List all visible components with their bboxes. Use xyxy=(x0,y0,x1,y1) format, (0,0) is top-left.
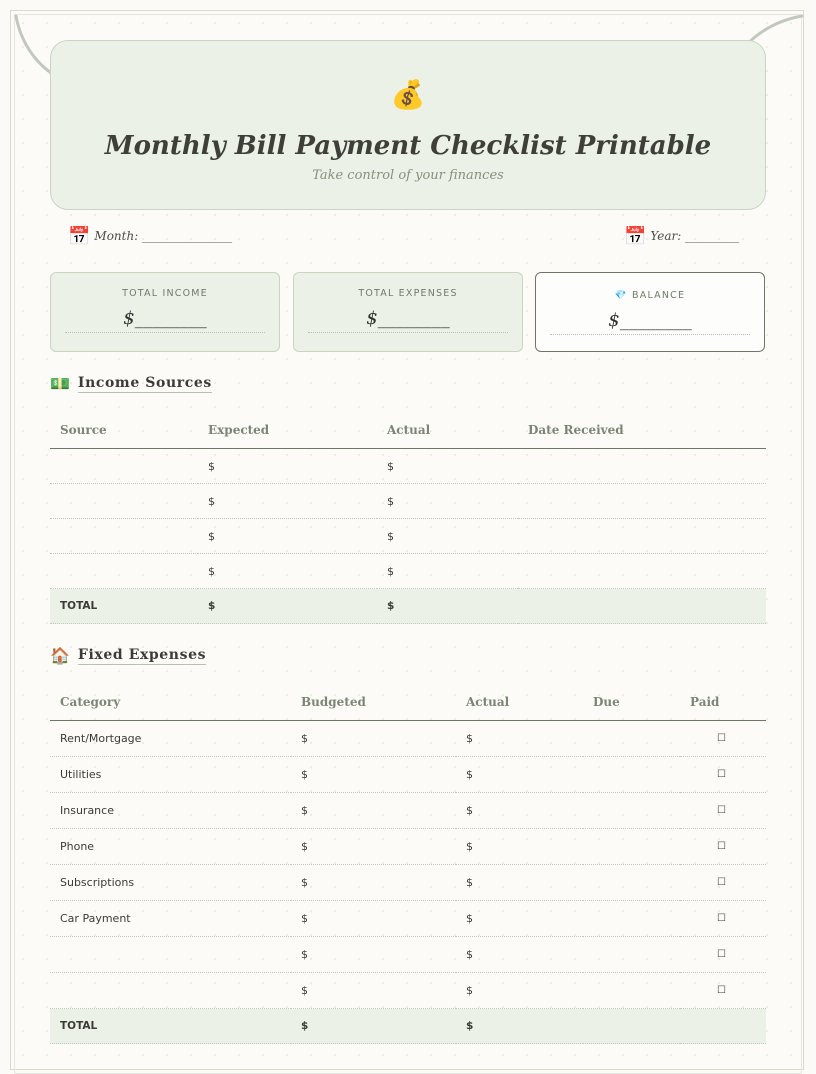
total-income-card xyxy=(50,272,280,352)
table-row xyxy=(50,793,766,829)
table-row xyxy=(50,901,766,937)
income-date-cell[interactable] xyxy=(518,554,766,589)
actual-cell[interactable]: $ xyxy=(456,937,583,973)
column-header: Date Received xyxy=(518,412,766,449)
money-bag-icon: 💰 xyxy=(390,78,426,111)
due-cell[interactable] xyxy=(583,721,680,757)
paid-checkbox[interactable]: ☐ xyxy=(680,793,766,829)
paid-checkbox[interactable]: ☐ xyxy=(680,901,766,937)
income-actual-cell[interactable]: $ xyxy=(377,554,518,589)
table-row xyxy=(50,829,766,865)
income-table-header xyxy=(50,412,766,449)
table-row xyxy=(50,973,766,1009)
income-expected-cell[interactable]: $ xyxy=(198,519,377,554)
table-row xyxy=(50,721,766,757)
column-header: Actual xyxy=(377,412,518,449)
actual-cell[interactable]: $ xyxy=(456,793,583,829)
paid-checkbox[interactable]: ☐ xyxy=(680,721,766,757)
income-actual-cell[interactable]: $ xyxy=(377,449,518,484)
income-expected-cell[interactable]: $ xyxy=(198,554,377,589)
fixed-total-row xyxy=(50,1009,766,1044)
year-label: Year: _________ xyxy=(650,229,740,243)
income-source-cell[interactable] xyxy=(50,449,198,484)
calendar-icon: 📅 xyxy=(624,225,647,247)
fixed-expenses-table xyxy=(50,684,766,1044)
total-paid-cell xyxy=(680,1009,766,1044)
income-actual-cell[interactable]: $ xyxy=(377,484,518,519)
table-row xyxy=(50,937,766,973)
table-row xyxy=(50,757,766,793)
table-row xyxy=(50,554,766,589)
income-date-cell[interactable] xyxy=(518,519,766,554)
column-header: Due xyxy=(583,684,680,721)
category-cell[interactable]: Subscriptions xyxy=(50,865,291,901)
due-cell[interactable] xyxy=(583,829,680,865)
actual-cell[interactable]: $ xyxy=(456,973,583,1009)
total-actual-cell[interactable]: $ xyxy=(377,589,518,624)
header-banner xyxy=(50,40,766,210)
total-expenses-label: TOTAL EXPENSES xyxy=(358,288,458,299)
income-expected-cell[interactable]: $ xyxy=(198,449,377,484)
paid-checkbox[interactable]: ☐ xyxy=(680,829,766,865)
year-field[interactable] xyxy=(624,224,739,248)
budgeted-cell[interactable]: $ xyxy=(291,757,456,793)
month-label: Month: _______________ xyxy=(94,229,233,243)
budgeted-cell[interactable]: $ xyxy=(291,937,456,973)
due-cell[interactable] xyxy=(583,937,680,973)
income-source-cell[interactable] xyxy=(50,519,198,554)
total-expected-cell[interactable]: $ xyxy=(198,589,377,624)
budgeted-cell[interactable]: $ xyxy=(291,901,456,937)
income-expected-cell[interactable]: $ xyxy=(198,484,377,519)
column-header: Source xyxy=(50,412,198,449)
paid-checkbox[interactable]: ☐ xyxy=(680,937,766,973)
paid-checkbox[interactable]: ☐ xyxy=(680,973,766,1009)
column-header: Actual xyxy=(456,684,583,721)
total-due-cell xyxy=(583,1009,680,1044)
total-expenses-card xyxy=(293,272,523,352)
budgeted-cell[interactable]: $ xyxy=(291,793,456,829)
dollar-bill-icon: 💵 xyxy=(50,374,70,393)
budgeted-cell[interactable]: $ xyxy=(291,829,456,865)
budgeted-cell[interactable]: $ xyxy=(291,721,456,757)
category-cell[interactable] xyxy=(50,937,291,973)
total-date-cell xyxy=(518,589,766,624)
column-header: Paid xyxy=(680,684,766,721)
due-cell[interactable] xyxy=(583,901,680,937)
table-row xyxy=(50,484,766,519)
balance-label: 💎 BALANCE xyxy=(614,290,686,301)
column-header: Budgeted xyxy=(291,684,456,721)
fixed-section-heading: Fixed Expenses xyxy=(77,646,207,663)
income-date-cell[interactable] xyxy=(518,449,766,484)
table-row xyxy=(50,519,766,554)
total-income-label: TOTAL INCOME xyxy=(122,288,208,299)
budgeted-cell[interactable]: $ xyxy=(291,973,456,1009)
budgeted-cell[interactable]: $ xyxy=(291,865,456,901)
category-cell[interactable]: Insurance xyxy=(50,793,291,829)
total-label: TOTAL xyxy=(50,589,198,624)
column-header: Expected xyxy=(198,412,377,449)
table-row xyxy=(50,865,766,901)
balance-value[interactable]: $________ xyxy=(550,310,750,335)
fixed-section-title xyxy=(50,646,206,665)
fixed-table-header xyxy=(50,684,766,721)
due-cell[interactable] xyxy=(583,757,680,793)
category-cell[interactable]: Utilities xyxy=(50,757,291,793)
house-icon: 🏠 xyxy=(50,646,70,665)
category-cell[interactable] xyxy=(50,973,291,1009)
actual-cell[interactable]: $ xyxy=(456,721,583,757)
month-field[interactable] xyxy=(68,224,232,248)
actual-cell[interactable]: $ xyxy=(456,865,583,901)
column-header: Category xyxy=(50,684,291,721)
balance-card xyxy=(535,272,765,352)
income-actual-cell[interactable]: $ xyxy=(377,519,518,554)
total-budgeted-cell[interactable]: $ xyxy=(291,1009,456,1044)
income-section-heading: Income Sources xyxy=(77,374,212,391)
category-cell[interactable]: Car Payment xyxy=(50,901,291,937)
actual-cell[interactable]: $ xyxy=(456,901,583,937)
due-cell[interactable] xyxy=(583,793,680,829)
total-expenses-value[interactable]: $________ xyxy=(308,308,508,333)
income-section-title xyxy=(50,374,212,393)
category-cell[interactable]: Phone xyxy=(50,829,291,865)
total-income-value[interactable]: $________ xyxy=(65,308,265,333)
actual-cell[interactable]: $ xyxy=(456,829,583,865)
income-source-cell[interactable] xyxy=(50,484,198,519)
income-total-row xyxy=(50,589,766,624)
table-row xyxy=(50,449,766,484)
calendar-icon: 📅 xyxy=(68,225,91,247)
paid-checkbox[interactable]: ☐ xyxy=(680,757,766,793)
income-source-cell[interactable] xyxy=(50,554,198,589)
due-cell[interactable] xyxy=(583,973,680,1009)
page-subtitle: Take control of your finances xyxy=(312,168,504,183)
income-table xyxy=(50,412,766,624)
due-cell[interactable] xyxy=(583,865,680,901)
category-cell[interactable]: Rent/Mortgage xyxy=(50,721,291,757)
total-actual-cell[interactable]: $ xyxy=(456,1009,583,1044)
total-label: TOTAL xyxy=(50,1009,291,1044)
paid-checkbox[interactable]: ☐ xyxy=(680,865,766,901)
income-date-cell[interactable] xyxy=(518,484,766,519)
page-title: Monthly Bill Payment Checklist Printable xyxy=(104,131,712,161)
actual-cell[interactable]: $ xyxy=(456,757,583,793)
